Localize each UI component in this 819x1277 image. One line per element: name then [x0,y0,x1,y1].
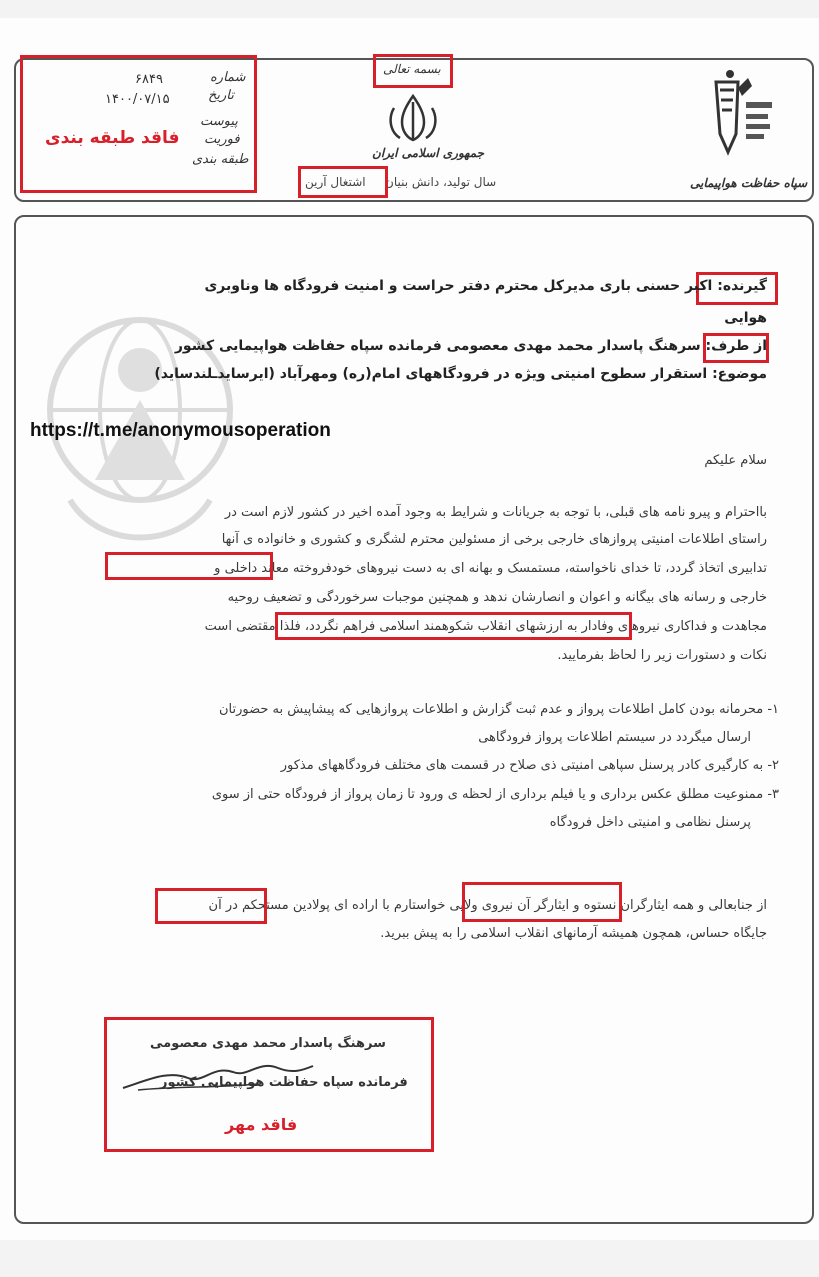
para1-line-5: مجاهدت و فداکاری نیروهای وفادار به ارزشهای انقلاب شکوهمند اسلامی فراهم نگردد، فلذا مقتضی است [204,619,767,634]
closing-line-2: جایگاه حساس، همچون همیشه آرمانهای انقلاب اسلامی را به پیش ببرید. [380,926,767,941]
para1-line-3: تدابیری اتخاذ گردد، تا خدای ناخواسته، مستمسک و بهانه ای به دست نیروهای خودفروخته معاند داخلی و [214,561,767,576]
sender-label: از طرف: [705,338,767,354]
list-item-1 [219,702,779,717]
phrase-highlight-1 [105,552,273,580]
para1-line-4: خارجی و رسانه های بیگانه و اعوان و انصارشان ندهد و همچنین موجبات سرخوردگی و تضعیف روحیه [227,590,767,605]
attachment-label: پیوست [200,114,238,129]
subject-label: موضوع: [712,366,767,382]
phrase-highlight-3 [462,882,622,922]
signature-title: فرمانده سپاه حفاظت هواپیمایی کشور [160,1075,408,1090]
sender-line [175,338,767,354]
list-item-3-text: ممنوعیت مطلق عکس برداری و یا فیلم برداری از لحظه ی ورود تا زمان پرواز از فرودگاه حتی از سوی [211,787,764,802]
watermark-url: https://t.me/anonymousoperation [30,420,331,441]
list-item-2-text: به کارگیری کادر پرسنل سپاهی امنیتی ذی صلاح در قسمت های مختلف فرودگاههای مذکور [280,758,764,773]
republic-text: جمهوری اسلامی ایران [372,146,485,160]
stamp-note: فاقد مهر [225,1115,298,1134]
date-label: تاریخ [208,88,234,103]
urgency-label: فوریت [204,132,240,147]
recipient-line-1 [204,278,767,294]
org-name: سپاه حفاظت هواپیمایی [690,176,808,190]
closing-line-1: از جنابعالی و همه ایثارگران نستوه و ایثارگر آن نیروی ولایی خواستارم با اراده ای پولادین مستحکم در آن [208,898,767,913]
slogan-prefix: سال تولید، دانش بنیان [385,175,497,189]
para1-line-6: نکات و دستورات زیر را لحاظ بفرمایید. [557,648,767,663]
list-item-3-continuation: پرسنل نظامی و امنیتی داخل فرودگاه [549,815,751,830]
sender-text: سرهنگ پاسدار محمد مهدی معصومی فرمانده سپاه حفاظت هواپیمایی کشور [174,338,701,354]
date-value: ۱۴۰۰/۰۷/۱۵ [105,92,170,107]
slogan-highlight: اشتغال آرین [305,175,366,189]
recipient-label: گیرنده: [717,278,767,294]
irgc-logo-icon [690,64,780,174]
list-item-1-continuation: ارسال میگردد در سیستم اطلاعات پرواز فرودگاهی [478,730,751,745]
classification-label: طبقه بندی [192,152,249,167]
list-item-2-number: ۲- [767,758,779,773]
subject-text: استقرار سطوح امنیتی ویژه در فرودگاههای امام(ره) ومهرآباد (ایرسایدـلندساید) [154,366,708,382]
list-item-2 [281,758,779,773]
list-item-3 [212,787,779,802]
signature-name: سرهنگ پاسدار محمد مهدی معصومی [150,1036,386,1051]
number-label: شماره [210,70,246,85]
number-value: ۶۸۴۹ [135,72,163,87]
list-item-1-text: محرمانه بودن کامل اطلاعات پرواز و عدم ثبت گزارش و اطلاعات پروازهایی که پیشاپیش به حضورتان [218,702,764,717]
list-item-1-number: ۱- [767,702,779,717]
phrase-highlight-2 [275,612,632,640]
para1-line-2: راستای اطلاعات امنیتی پروازهای خارجی برخی از مسئولین محترم لشگری و کشوری و خانواده ی آنها [221,532,767,547]
greeting: سلام علیکم [704,453,767,468]
recipient-line-2: هوایی [724,310,767,326]
subject-line [154,366,767,382]
list-item-3-number: ۳- [767,787,779,802]
iran-emblem-icon [382,92,444,144]
phrase-highlight-4 [155,888,267,924]
para1-line-1: بااحترام و پیرو نامه های قبلی، با توجه به جریانات و شرایط به وجود آمده اخیر در کشور لازم است در [224,505,767,520]
recipient-name: اکبر حسنی باری مدیرکل محترم دفتر حراست و امنیت فرودگاه ها وناوبری [204,278,713,294]
basmala-text: بسمه تعالی [383,62,441,76]
classification-note: فاقد طبقه بندی [45,128,180,148]
